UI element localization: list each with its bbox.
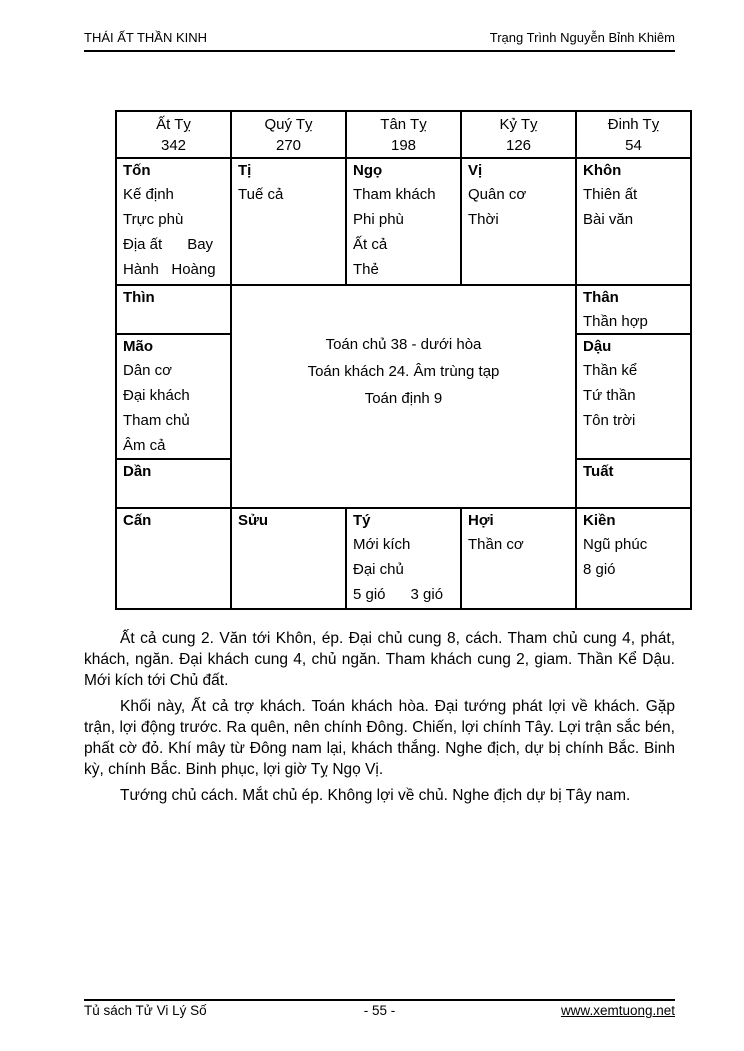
cell-line: Hành Hoàng <box>123 261 216 278</box>
palace-lines <box>577 182 690 232</box>
palace-lines <box>462 182 575 232</box>
year-value: 126 <box>505 137 532 154</box>
cell-line: Tôn trời <box>583 412 636 429</box>
palace-lines <box>462 532 575 557</box>
cell-ton <box>115 157 232 286</box>
cell-line: Tuế cả <box>238 186 284 203</box>
cell-thin <box>115 284 232 335</box>
book-title: THÁI ẤT THẦN KINH <box>84 30 208 45</box>
page-header <box>84 30 675 45</box>
cell-can <box>115 507 232 610</box>
cell-ngo <box>345 157 462 286</box>
cell-line: Thần hợp <box>583 313 648 330</box>
palace-title: Tốn <box>123 162 151 179</box>
taiat-chart-table <box>115 110 692 610</box>
footer-website-link[interactable]: www.xemtuong.net <box>560 1003 675 1018</box>
palace-title: Hợi <box>468 512 494 529</box>
year-value: 342 <box>160 137 187 154</box>
cell-mao <box>115 333 232 460</box>
palace-lines <box>577 309 690 334</box>
cell-line: Tham chủ <box>123 412 190 429</box>
cell-line: Thời <box>468 211 499 228</box>
cell-line: Ất cả <box>353 236 388 253</box>
cell-line: Thần kể <box>583 362 638 379</box>
cell-dan <box>115 458 232 509</box>
palace-lines <box>347 182 460 282</box>
cell-kien <box>575 507 692 610</box>
palace-lines <box>117 182 230 282</box>
palace-title: Dần <box>123 463 152 480</box>
cell-line: Đại khách <box>123 387 190 404</box>
footer-rule <box>84 999 675 1001</box>
palace-title: Ngọ <box>353 162 383 179</box>
paragraph-3: Tướng chủ cách. Mắt chủ ép. Không lợi về chủ. Nghe địch dự bị Tây nam. <box>120 787 631 804</box>
body-text <box>84 628 675 811</box>
footer-series-label: Tủ sách Tử Vi Lý Số <box>84 1003 207 1018</box>
cell-khon <box>575 157 692 286</box>
cell-dinh-ty <box>575 110 692 159</box>
year-value: 54 <box>625 137 642 154</box>
year-value: 198 <box>390 137 417 154</box>
year-name: Kỷ Tỵ <box>499 116 538 133</box>
cell-line: Mới kích <box>353 536 411 553</box>
cell-line: Toán định 9 <box>364 390 443 407</box>
palace-title: Tý <box>353 512 371 529</box>
calculation-lines <box>232 331 575 412</box>
cell-ky-ty <box>460 110 577 159</box>
palace-title: Thìn <box>123 289 155 306</box>
palace-title: Thân <box>583 289 619 306</box>
cell-line: Âm cả <box>123 437 166 454</box>
cell-line: Kế định <box>123 186 174 203</box>
cell-line: Quân cơ <box>468 186 527 203</box>
cell-hoi <box>460 507 577 610</box>
cell-line: Thẻ <box>353 261 379 278</box>
cell-line: Toán khách 24. Âm trùng tạp <box>307 363 500 380</box>
cell-dau <box>575 333 692 460</box>
cell-ty <box>345 507 462 610</box>
cell-ti <box>230 157 347 286</box>
author-name: Trạng Trình Nguyễn Bỉnh Khiêm <box>489 30 675 45</box>
cell-center-calculation <box>230 284 577 509</box>
palace-lines <box>577 532 690 582</box>
palace-lines <box>577 358 690 433</box>
cell-line: 5 gió 3 gió <box>353 586 444 603</box>
palace-title: Kiền <box>583 512 616 529</box>
cell-line: Tham khách <box>353 186 436 203</box>
cell-than <box>575 284 692 335</box>
palace-lines <box>347 532 460 607</box>
cell-line: Trực phù <box>123 211 184 228</box>
paragraph-1: Ất cả cung 2. Văn tới Khôn, ép. Đại chủ cung 8, cách. Tham chủ cung 4, phát, khách, ngăn. Đại khách cung 4, chủ ngăn. Tham khách cung 2, giam. Thần Kể Dậu. Mới kích tới Chủ đất. <box>84 630 675 689</box>
cell-line: Địa ất Bay <box>123 236 214 253</box>
palace-title: Cấn <box>123 512 152 529</box>
palace-title: Tị <box>238 162 252 179</box>
header-rule <box>84 50 675 52</box>
palace-lines <box>117 358 230 458</box>
year-value: 270 <box>275 137 302 154</box>
cell-at-ty <box>115 110 232 159</box>
cell-line: Bài văn <box>583 211 634 228</box>
year-name: Đinh Tỵ <box>607 116 660 133</box>
year-name: Ất Tỵ <box>156 116 191 133</box>
cell-line: Dân cơ <box>123 362 173 379</box>
cell-line: Thiên ất <box>583 186 638 203</box>
cell-line: Ngũ phúc <box>583 536 648 553</box>
palace-title: Tuất <box>583 463 614 480</box>
year-name: Tân Tỵ <box>380 116 427 133</box>
cell-tuat <box>575 458 692 509</box>
cell-tan-ty <box>345 110 462 159</box>
palace-title: Mão <box>123 338 153 355</box>
palace-title: Khôn <box>583 162 622 179</box>
palace-lines <box>232 182 345 207</box>
cell-line: Thần cơ <box>468 536 524 553</box>
cell-line: Phi phù <box>353 211 404 228</box>
cell-suu <box>230 507 347 610</box>
cell-line: Đại chủ <box>353 561 404 578</box>
palace-title: Dậu <box>583 338 612 355</box>
cell-line: Toán chủ 38 - dưới hòa <box>325 336 482 353</box>
palace-title: Sửu <box>238 512 269 529</box>
cell-vi <box>460 157 577 286</box>
cell-quy-ty <box>230 110 347 159</box>
footer-page-number: - 55 - <box>363 1003 396 1018</box>
paragraph-2: Khối này, Ất cả trợ khách. Toán khách hòa. Đại tướng phát lợi về khách. Gặp trận, lợi động trước. Ra quên, nên chính Đông. Chiến, lợi chính Tây. Lợi trận sắc bén, phất cờ đỏ. Khí mây từ Đông nam lại, khách thắng. Nghe địch, dự bị chính Bắc. Binh kỳ, chính Bắc. Binh phục, lợi giờ Tỵ Ngọ Vị. <box>84 698 675 778</box>
cell-line: Tứ thần <box>583 387 636 404</box>
cell-line: 8 gió <box>583 561 616 578</box>
year-name: Quý Tỵ <box>264 116 313 133</box>
palace-title: Vị <box>468 162 483 179</box>
